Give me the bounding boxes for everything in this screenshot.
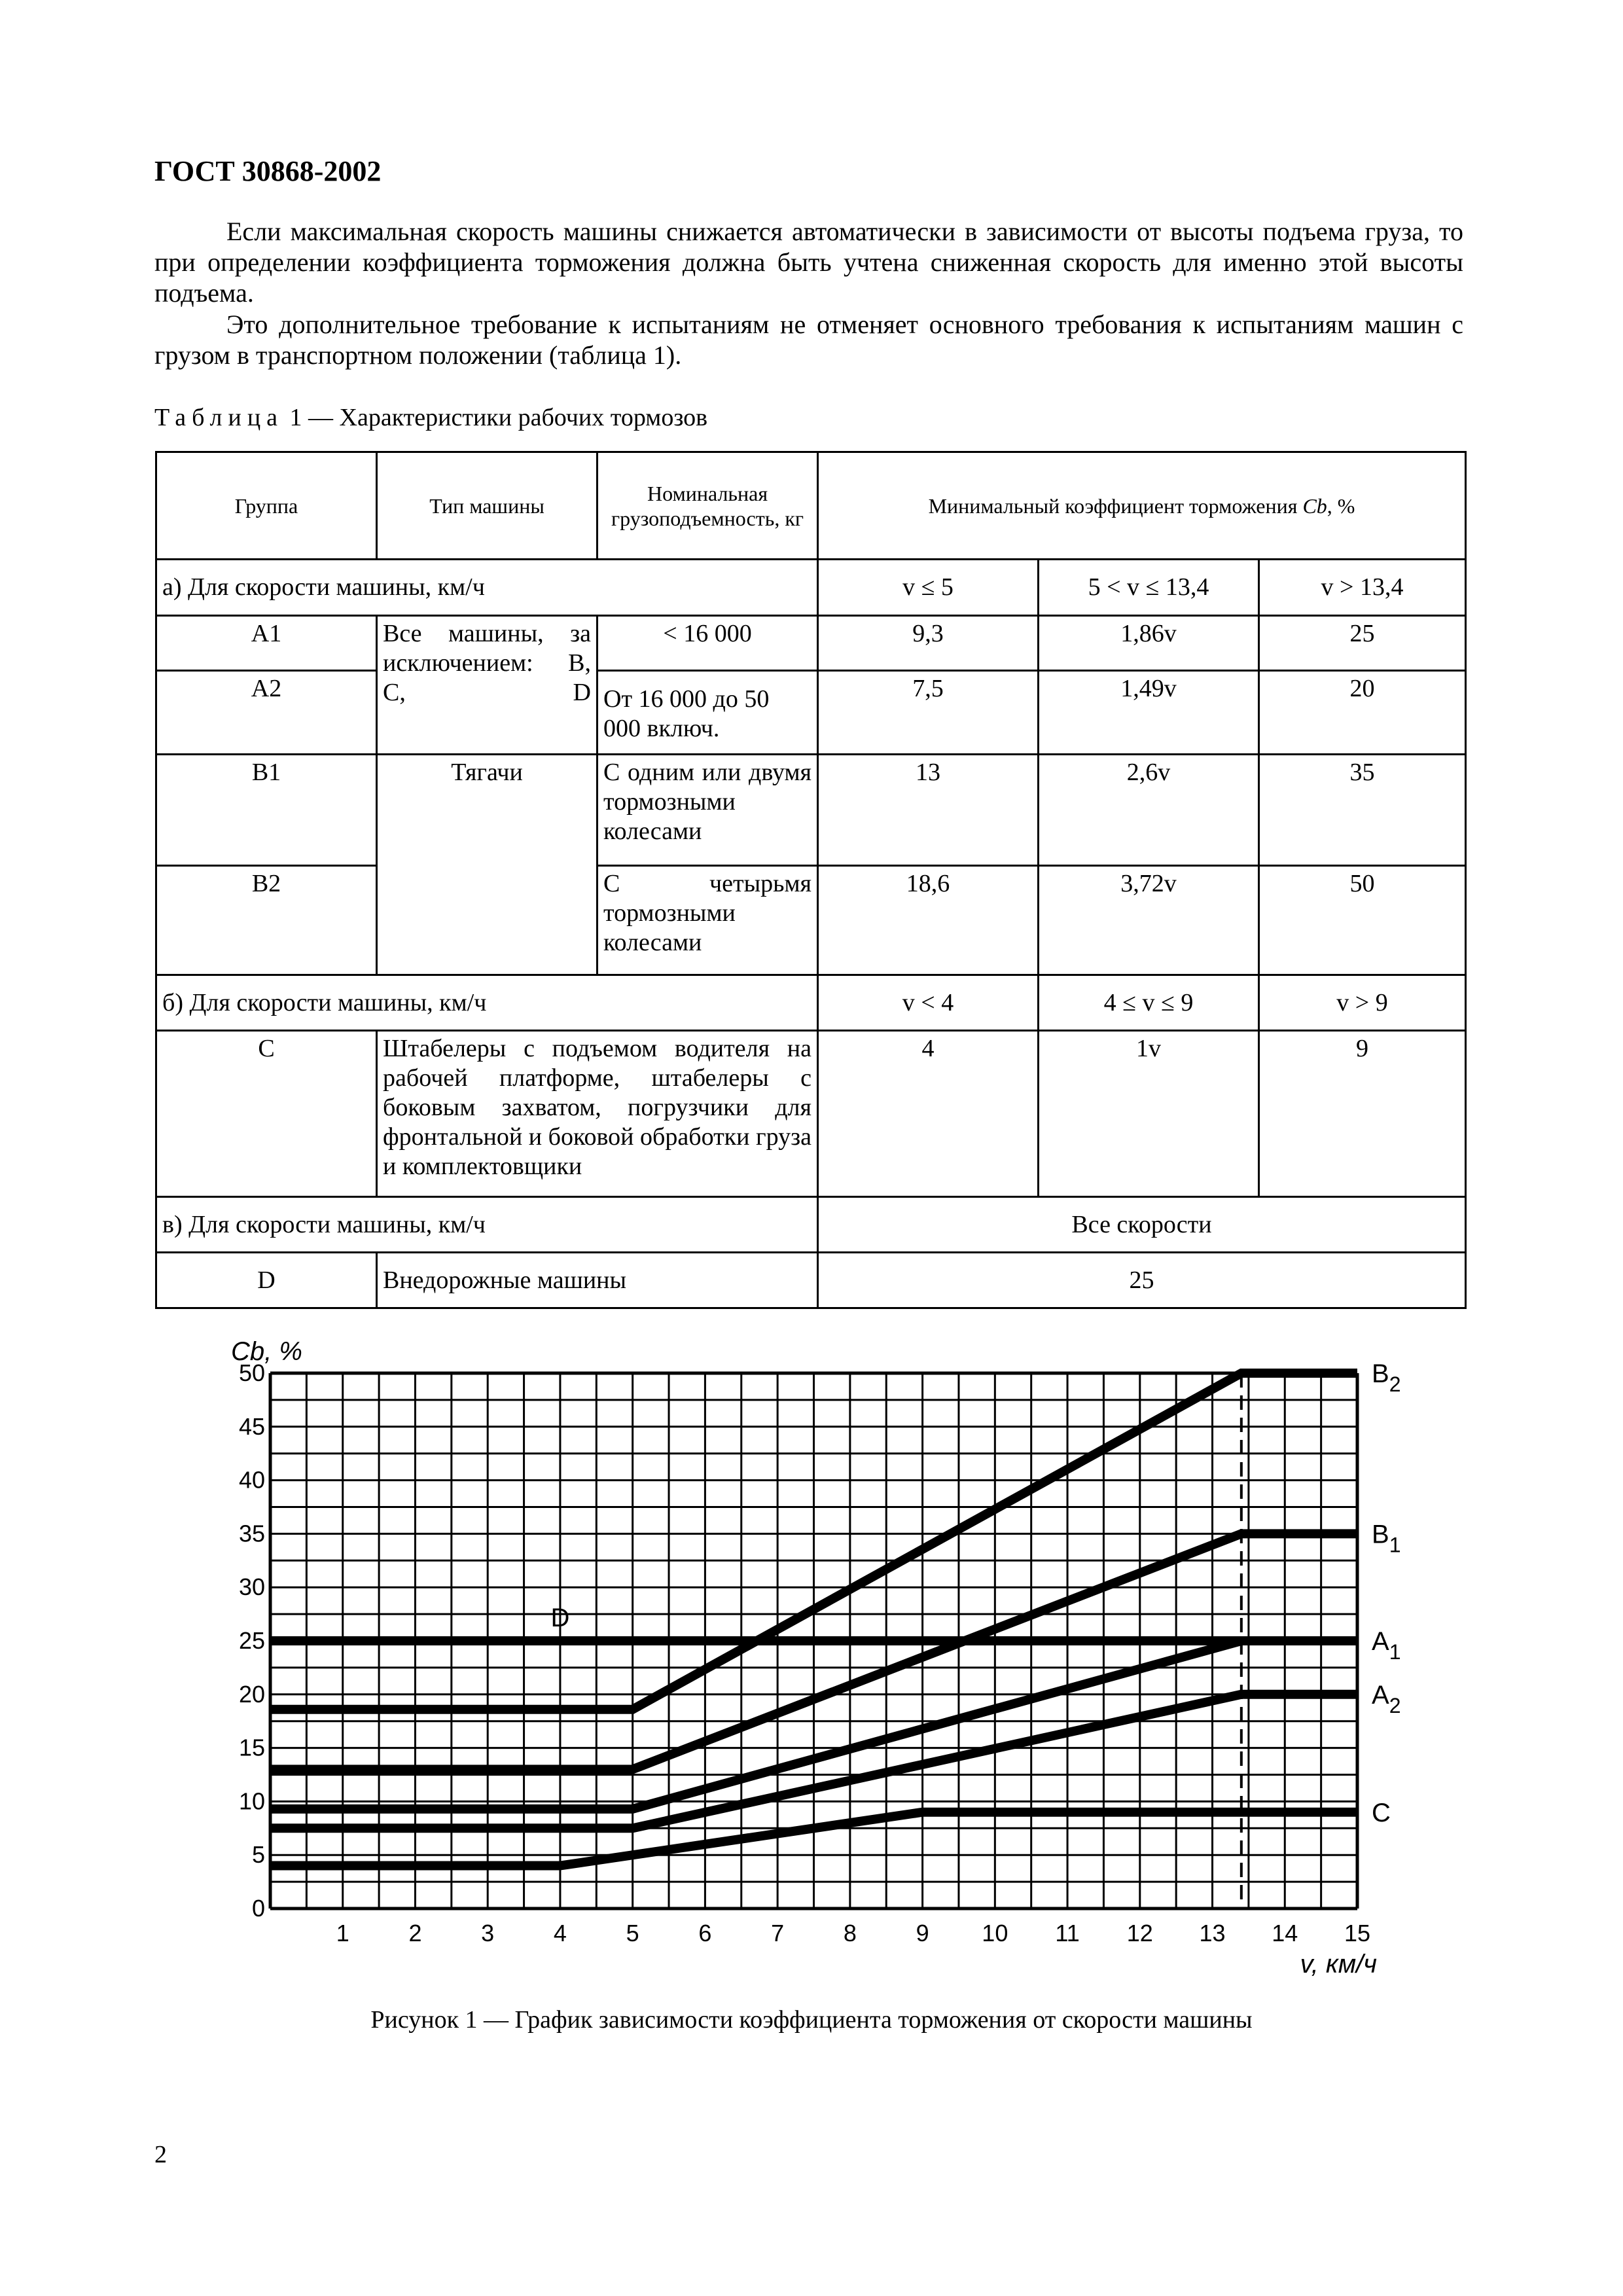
header-capacity: Номинальная грузоподъемность, кг xyxy=(597,452,818,560)
x-axis-label: v, км/ч xyxy=(1300,1950,1377,1979)
coef-cell: 1,86v xyxy=(1039,615,1259,671)
coef-cell: 25 xyxy=(818,1253,1466,1308)
header-group: Группа xyxy=(156,452,377,560)
series-label-sub: 2 xyxy=(1389,1372,1401,1396)
header-type: Тип машины xyxy=(377,452,597,560)
coef-cell: 1v xyxy=(1039,1031,1259,1197)
y-tick-label: 20 xyxy=(238,1680,265,1708)
coef-cell: 4 xyxy=(818,1031,1039,1197)
coef-cell: 18,6 xyxy=(818,865,1039,975)
section-b-range-3: v > 9 xyxy=(1259,975,1466,1031)
series-label-a2: $A_2$ xyxy=(1372,1680,1401,1717)
x-tick-label: 8 xyxy=(843,1920,857,1946)
x-tick-label: 3 xyxy=(481,1920,495,1946)
page-number: 2 xyxy=(154,2141,167,2168)
x-tick-label: 1 xyxy=(336,1920,349,1946)
x-tick-label: 13 xyxy=(1199,1920,1226,1946)
figure-caption: Рисунок 1 — График зависимости коэффициента торможения от скорости машины xyxy=(370,2006,1253,2034)
y-tick-label: 40 xyxy=(238,1466,265,1494)
y-axis-label: Cb, % xyxy=(231,1337,302,1366)
type-cell: Штабелеры с подъемом водителя на рабочей платформе, штабелеры с боковым захватом, погрузчики для фронтальной и боковой обработки груза и комплектовщики xyxy=(377,1031,818,1197)
section-a-label: а) Для скорости машины, км/ч xyxy=(156,560,818,616)
x-tick-label: 4 xyxy=(553,1920,567,1946)
coef-cell: 7,5 xyxy=(818,671,1039,755)
section-b-range-1: v < 4 xyxy=(818,975,1039,1031)
coef-cell: 9 xyxy=(1259,1031,1466,1197)
group-cell: B1 xyxy=(156,754,377,865)
header-coef: Минимальный коэффициент торможения Cb, % xyxy=(818,452,1466,560)
series-label-b2: $B_2$ xyxy=(1372,1359,1401,1396)
series-label-a1: $A_1$ xyxy=(1372,1627,1401,1664)
group-cell: A2 xyxy=(156,671,377,755)
y-tick-label: 50 xyxy=(238,1359,265,1386)
y-tick-label: 10 xyxy=(238,1787,265,1815)
x-tick-label: 9 xyxy=(916,1920,929,1946)
capacity-cell: < 16 000 xyxy=(597,615,818,671)
coef-cell: 50 xyxy=(1259,865,1466,975)
section-a-range-2: 5 < v ≤ 13,4 xyxy=(1039,560,1259,616)
series-label-sub: 2 xyxy=(1389,1693,1401,1717)
y-tick-label: 5 xyxy=(251,1841,265,1869)
section-a-range-1: v ≤ 5 xyxy=(818,560,1039,616)
x-tick-label: 7 xyxy=(771,1920,785,1946)
type-cell: Тягачи xyxy=(377,754,597,975)
x-tick-label: 5 xyxy=(626,1920,639,1946)
x-tick-label: 2 xyxy=(408,1920,422,1946)
series-label-d: D xyxy=(550,1604,570,1632)
y-tick-label: 15 xyxy=(238,1734,265,1761)
x-tick-label: 10 xyxy=(982,1920,1008,1946)
table-caption: Таблица 1 — Характеристики рабочих тормозов xyxy=(154,404,708,431)
document-header: ГОСТ 30868-2002 xyxy=(154,155,382,187)
coef-cell: 20 xyxy=(1259,671,1466,755)
coef-cell: 35 xyxy=(1259,754,1466,865)
y-tick-label: 0 xyxy=(251,1895,265,1922)
capacity-cell: С одним или двумя тормозными колесами xyxy=(597,754,818,865)
paragraph-2: Это дополнительное требование к испытаниям не отменяет основного требования к испытаниям машин с грузом в транспортном положении (таблица 1). xyxy=(154,310,1463,370)
coef-symbol: Cb xyxy=(1302,493,1327,518)
x-tick-label: 11 xyxy=(1055,1920,1080,1946)
coef-cell: 3,72v xyxy=(1039,865,1259,975)
section-b-range-2: 4 ≤ v ≤ 9 xyxy=(1039,975,1259,1031)
y-tick-label: 35 xyxy=(238,1520,265,1547)
y-tick-label: 25 xyxy=(238,1627,265,1654)
x-tick-label: 6 xyxy=(698,1920,712,1946)
type-cell: Все машины, за исключением: B, C, D xyxy=(377,615,597,754)
paragraph-1: Если максимальная скорость машины снижается автоматически в зависимости от высоты подъема груза, то при определении коэффициента торможения должна быть учтена сниженная скорость для именно этой высоты подъема. xyxy=(154,217,1463,308)
group-cell: B2 xyxy=(156,865,377,975)
x-tick-label: 14 xyxy=(1272,1920,1298,1946)
section-a-range-3: v > 13,4 xyxy=(1259,560,1466,616)
y-tick-label: 45 xyxy=(238,1412,265,1440)
series-label-sub: 1 xyxy=(1389,1640,1401,1664)
group-cell: D xyxy=(156,1253,377,1308)
capacity-cell: От 16 000 до 50 000 включ. xyxy=(597,671,818,755)
coef-cell: 9,3 xyxy=(818,615,1039,671)
series-label-b1: $B_1$ xyxy=(1372,1520,1401,1557)
coef-cell: 25 xyxy=(1259,615,1466,671)
x-tick-label: 12 xyxy=(1126,1920,1153,1946)
y-tick-label: 30 xyxy=(238,1573,265,1601)
all-speeds: Все скорости xyxy=(818,1196,1466,1253)
group-cell: C xyxy=(156,1031,377,1197)
series-label-sub: 1 xyxy=(1389,1533,1401,1557)
series-label-c: C xyxy=(1372,1798,1391,1827)
section-c-label: в) Для скорости машины, км/ч xyxy=(156,1196,818,1253)
capacity-cell: С четырьмя тормозными колесами xyxy=(597,865,818,975)
coef-cell: 2,6v xyxy=(1039,754,1259,865)
section-b-label: б) Для скорости машины, км/ч xyxy=(156,975,818,1031)
type-cell: Внедорожные машины xyxy=(377,1253,818,1308)
x-tick-label: 15 xyxy=(1344,1920,1371,1946)
group-cell: A1 xyxy=(156,615,377,671)
coef-cell: 1,49v xyxy=(1039,671,1259,755)
coef-cell: 13 xyxy=(818,754,1039,865)
